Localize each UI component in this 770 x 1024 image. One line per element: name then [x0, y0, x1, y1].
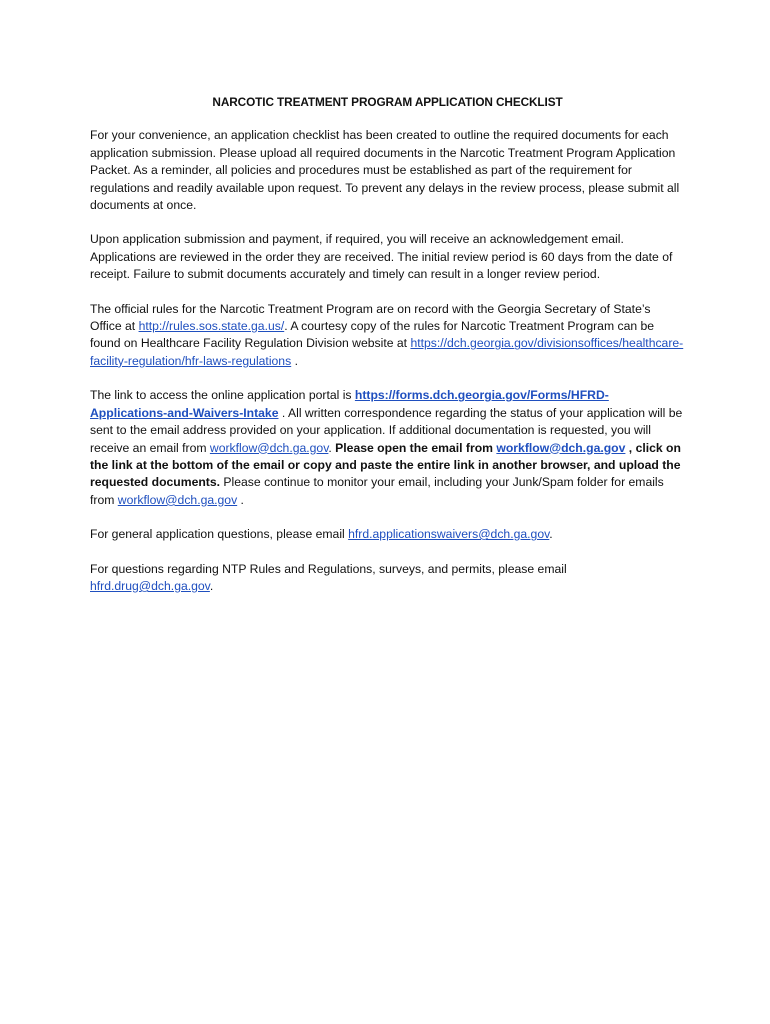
document-title: NARCOTIC TREATMENT PROGRAM APPLICATION CHECKLIST — [212, 95, 563, 109]
portal-text-e: . — [237, 492, 244, 507]
portal-text-c: . — [328, 440, 336, 455]
paragraph-overview: For your convenience, an application checklist has been created to outline the required documents for each application submission. Please upload all required documents in the Narcotic Treatment Program Application Packet. As a reminder, all policies and procedures must be established as part of the requirement for regulations and readily available upon request. To prevent any delays in the review process, please submit all documents at once. — [90, 128, 680, 213]
portal-bold-a: Please open the email from — [335, 440, 497, 455]
workflow-email-link-3[interactable]: workflow@dch.ga.gov — [117, 492, 238, 507]
portal-text-d: Please continue to monitor your email, including your Junk/Spam folder for emails from — [90, 475, 664, 507]
ntp-text-a: For questions regarding NTP Rules and Regulations, surveys, and permits, please email — [90, 561, 567, 576]
rules-text-c: . — [291, 353, 298, 368]
general-text-b: . — [549, 527, 553, 542]
portal-text-b: . All written correspondence regarding the status of your application will be sent to the email address provided on your application. If additional documentation is requested, you will receive an email from — [90, 405, 683, 455]
drug-email-link[interactable]: hfrd.drug@dch.ga.gov — [90, 578, 210, 593]
paragraph-general-questions — [90, 526, 685, 543]
rules-text-a: The official rules for the Narcotic Treatment Program are on record with the Georgia Secretary of State’s Office at — [90, 301, 651, 334]
ntp-text-b: . — [209, 578, 214, 593]
paragraph-application-portal — [90, 387, 685, 509]
portal-text-a: The link to access the online application portal is — [90, 388, 355, 403]
hfr-laws-regulations-link[interactable]: https://dch.georgia.gov/divisionsoffices/healthcare-facility-regulation/hfr-laws-regulations — [90, 336, 684, 368]
rules-text-b: . A courtesy copy of the rules for Narcotic Treatment Program can be found on Healthcare Facility Regulation Division website at — [90, 319, 655, 351]
applications-waivers-email-link[interactable]: hfrd.applicationswaivers@dch.ga.gov — [348, 527, 550, 542]
general-text-a: For general application questions, please email — [90, 527, 349, 542]
paragraph-review-period: Upon application submission and payment, if required, you will receive an acknowledgement email. Applications are reviewed in the order they are received. The initial review period is 60 days from the date of receipt. Failure to submit documents accurately and timely can result in a longer review period. — [90, 232, 673, 282]
workflow-email-link-2[interactable]: workflow@dch.ga.gov — [496, 440, 626, 455]
portal-bold-b: , click on the link at the bottom of the email or copy and paste the entire link in another browser, and upload the requested documents. — [90, 440, 681, 490]
paragraph-ntp-questions — [90, 561, 685, 596]
document-body — [90, 94, 685, 612]
application-portal-link[interactable]: https://forms.dch.georgia.gov/Forms/HFRD-Applications-and-Waivers-Intake — [90, 388, 609, 420]
rules-sos-link[interactable]: http://rules.sos.state.ga.us/ — [138, 319, 285, 334]
paragraph-official-rules — [90, 301, 685, 371]
workflow-email-link-1[interactable]: workflow@dch.ga.gov — [209, 440, 329, 455]
